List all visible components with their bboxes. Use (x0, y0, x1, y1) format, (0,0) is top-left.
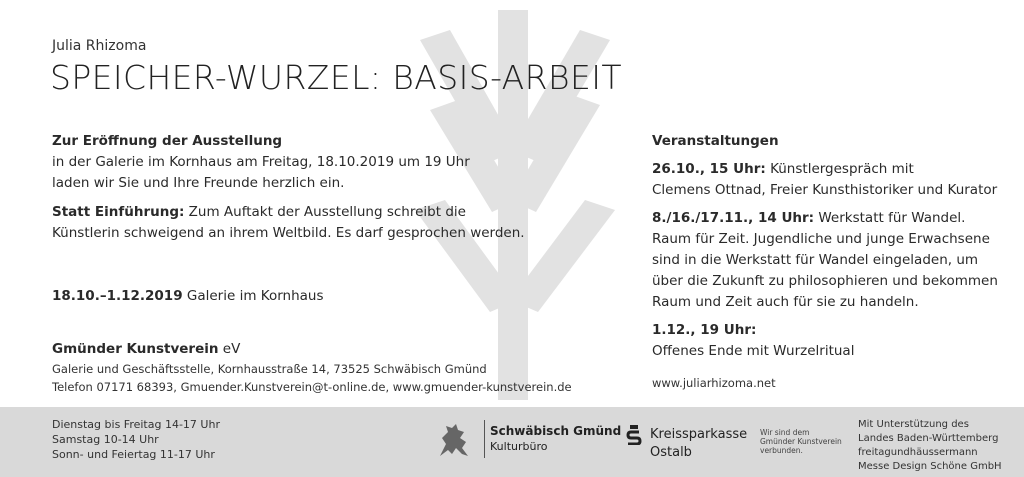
event-2-line-4: über die Zukunft zu philosophieren und bekommen (652, 273, 998, 289)
opening-heading: Zur Eröffnung der Ausstellung (52, 133, 283, 149)
intro-paragraph (52, 202, 525, 223)
exhibition-dates (52, 286, 324, 307)
organizer-name-suffix: eV (218, 341, 241, 357)
opening-line-1: in der Galerie im Kornhaus am Freitag, 18.10.2019 um 19 Uhr (52, 154, 470, 170)
hours-sunday: Sonn- und Feiertag 11-17 Uhr (52, 448, 215, 461)
logo-divider (484, 420, 485, 458)
sparkasse-icon (625, 423, 643, 445)
opening-section (52, 131, 525, 244)
intro-line-2: Künstlerin schweigend an ihrem Weltbild. Es darf gesprochen werden. (52, 225, 525, 241)
event-1 (652, 159, 998, 180)
date-range: 18.10.–1.12.2019 (52, 288, 183, 304)
bank-logo-text (650, 426, 747, 462)
city-department: Kulturbüro (490, 440, 548, 453)
exhibition-title: SPEICHER-WURZEL: BASIS-ARBEIT (50, 58, 622, 97)
opening-line-2: laden wir Sie und Ihre Freunde herzlich ein. (52, 175, 345, 191)
event-2-title: Werkstatt für Wandel. (814, 210, 966, 226)
event-2 (652, 208, 998, 229)
event-1-line-2: Clemens Ottnad, Freier Kunsthistoriker und Kurator (652, 182, 998, 198)
event-2-line-5: Raum und Zeit auch für sie zu handeln. (652, 294, 919, 310)
event-2-line-3: sind in die Werkstatt für Wandel eingeladen, um (652, 252, 979, 268)
bank-name-2: Ostalb (650, 445, 692, 460)
events-section (652, 131, 998, 362)
city-name: Schwäbisch Gmünd (490, 424, 622, 438)
event-3-date: 1.12., 19 Uhr: (652, 322, 757, 338)
events-heading: Veranstaltungen (652, 133, 779, 149)
bank-note (760, 428, 842, 455)
bank-note-2: Gmünder Kunstverein (760, 437, 842, 446)
organizer-contact: Telefon 07171 68393, Gmuender.Kunstverein@t-online.de, www.gmuender-kunstverein.de (52, 380, 572, 394)
event-3-title: Offenes Ende mit Wurzelritual (652, 343, 855, 359)
support-line-4: Messe Design Schöne GmbH (858, 461, 1002, 472)
opening-hours (52, 417, 220, 462)
support-line-1: Mit Unterstützung des (858, 419, 969, 430)
artist-name: Julia Rhizoma (52, 38, 147, 54)
organizer-name (52, 339, 572, 360)
bank-note-1: Wir sind dem (760, 428, 810, 437)
hours-weekdays: Dienstag bis Freitag 14-17 Uhr (52, 418, 220, 431)
intro-label: Statt Einführung: (52, 204, 185, 220)
event-2-date: 8./16./17.11., 14 Uhr: (652, 210, 815, 226)
artist-website[interactable]: www.juliarhizoma.net (652, 376, 776, 390)
event-1-date: 26.10., 15 Uhr: (652, 161, 766, 177)
support-line-3: freitagundhäussermann (858, 447, 978, 458)
support-credits (858, 418, 1002, 474)
hours-saturday: Samstag 10-14 Uhr (52, 433, 159, 446)
intro-text: Zum Auftakt der Ausstellung schreibt die (184, 204, 466, 220)
organizer-name-bold: Gmünder Kunstverein (52, 341, 219, 357)
support-line-2: Landes Baden-Württemberg (858, 433, 999, 444)
schwaebisch-gmuend-lion-logo (432, 420, 478, 460)
event-1-title: Künstlergespräch mit (765, 161, 914, 177)
organizer-section (52, 339, 572, 396)
event-2-line-2: Raum für Zeit. Jugendliche und junge Erwachsene (652, 231, 990, 247)
bank-note-3: verbunden. (760, 446, 803, 455)
bank-name-1: Kreissparkasse (650, 427, 748, 442)
venue: Galerie im Kornhaus (182, 288, 324, 304)
organizer-address: Galerie und Geschäftsstelle, Kornhausstraße 14, 73525 Schwäbisch Gmünd (52, 362, 487, 376)
city-logo-text (490, 423, 621, 455)
